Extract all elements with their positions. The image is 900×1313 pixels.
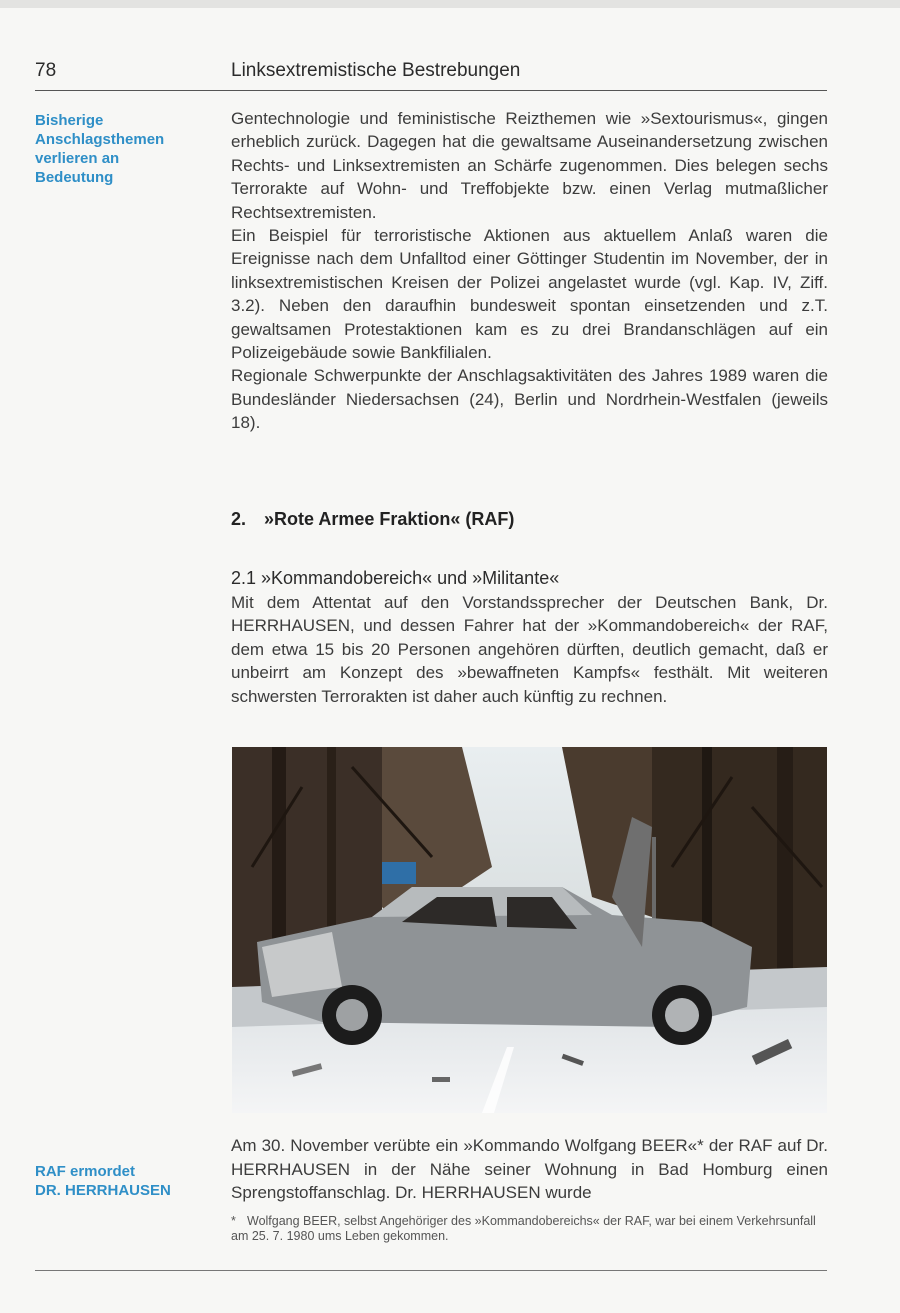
page-top-band (0, 0, 900, 8)
paragraph: Am 30. November verübte ein »Kommando Wolfgang BEER«* der RAF auf Dr. HERRHAUSEN in der Nähe seiner Wohnung in Bad Homburg einen Sprengstoffanschlag. Dr. HERRHAUSEN wurde (231, 1136, 828, 1203)
margin-note-line: Bedeutung (35, 169, 114, 186)
section-title: »Rote Armee Fraktion« (RAF) (264, 509, 515, 529)
footnote-marker: * (231, 1214, 236, 1228)
paragraph: Mit dem Attentat auf den Vorstandssprecher der Deutschen Bank, Dr. HERRHAUSEN, und dessen Fahrer hat der »Kommandobereich« der RAF, dem etwa 15 bis 20 Personen angehören dürften, deutlich gemacht, daß er unbeirrt am Konzept des »bewaffneten Kampfs« festhält. Mit weiteren schwersten Terrorakten ist daher auch künftig zu rechnen. (231, 593, 828, 706)
margin-note-line: verlieren an (35, 150, 120, 167)
section-heading (231, 509, 514, 530)
margin-note-line: RAF ermordet (35, 1163, 136, 1180)
paragraph: Gentechnologie und feministische Reizthemen wie »Sextourismus«, gingen erheblich zurück. Dagegen hat die gewaltsame Auseinandersetzung zwischen Rechts- und Linksextremisten an Schärfe zugenommen. Dies belegen sechs Terrorakte auf Wohn- und Treffobjekte bzw. einen Verlag mutmaßlicher Rechtsextremisten. (231, 109, 828, 222)
body-text-raf (231, 591, 828, 708)
page-number: 78 (35, 60, 57, 81)
footnote (231, 1214, 828, 1244)
body-text-bottom (231, 1134, 828, 1205)
margin-note-line: Anschlagsthemen (35, 131, 165, 148)
subsection-heading: 2.1 »Kommandobereich« und »Militante« (231, 568, 560, 588)
paragraph: Regionale Schwerpunkte der Anschlagsaktivitäten des Jahres 1989 waren die Bundesländer Niedersachsen (24), Berlin und Nordrhein-Westfalen (jeweils 18). (231, 366, 828, 433)
footnote-text: Wolfgang BEER, selbst Angehöriger des »Kommandobereichs« der RAF, war bei einem Verkehrsunfall am 25. 7. 1980 ums Leben gekommen. (231, 1214, 816, 1243)
footer-rule (35, 1270, 827, 1271)
margin-note-line: Bisherige (35, 112, 104, 129)
body-text-top (231, 107, 828, 435)
margin-note-line: DR. HERRHAUSEN (35, 1182, 171, 1199)
photo-destroyed-car (232, 747, 827, 1113)
photo-illustration (232, 747, 827, 1113)
paragraph: Ein Beispiel für terroristische Aktionen aus aktuellem Anlaß waren die Ereignisse nach dem Unfalltod einer Göttinger Studentin im November, der in linksextremistischen Kreisen der Polizei angelastet wurde (vgl. Kap. IV, Ziff. 3.2). Neben den daraufhin bundesweit spontan einsetzenden und z.T. gewaltsamen Protestaktionen kam es zu drei Brandanschlägen auf ein Polizeigebäude sowie Bankfilialen. (231, 226, 828, 363)
section-number: 2. (231, 509, 247, 529)
margin-note-anschlagsthemen (35, 111, 215, 187)
running-title: Linksextremistische Bestrebungen (231, 60, 521, 81)
header-rule (35, 90, 827, 91)
margin-note-herrhausen (35, 1162, 215, 1200)
